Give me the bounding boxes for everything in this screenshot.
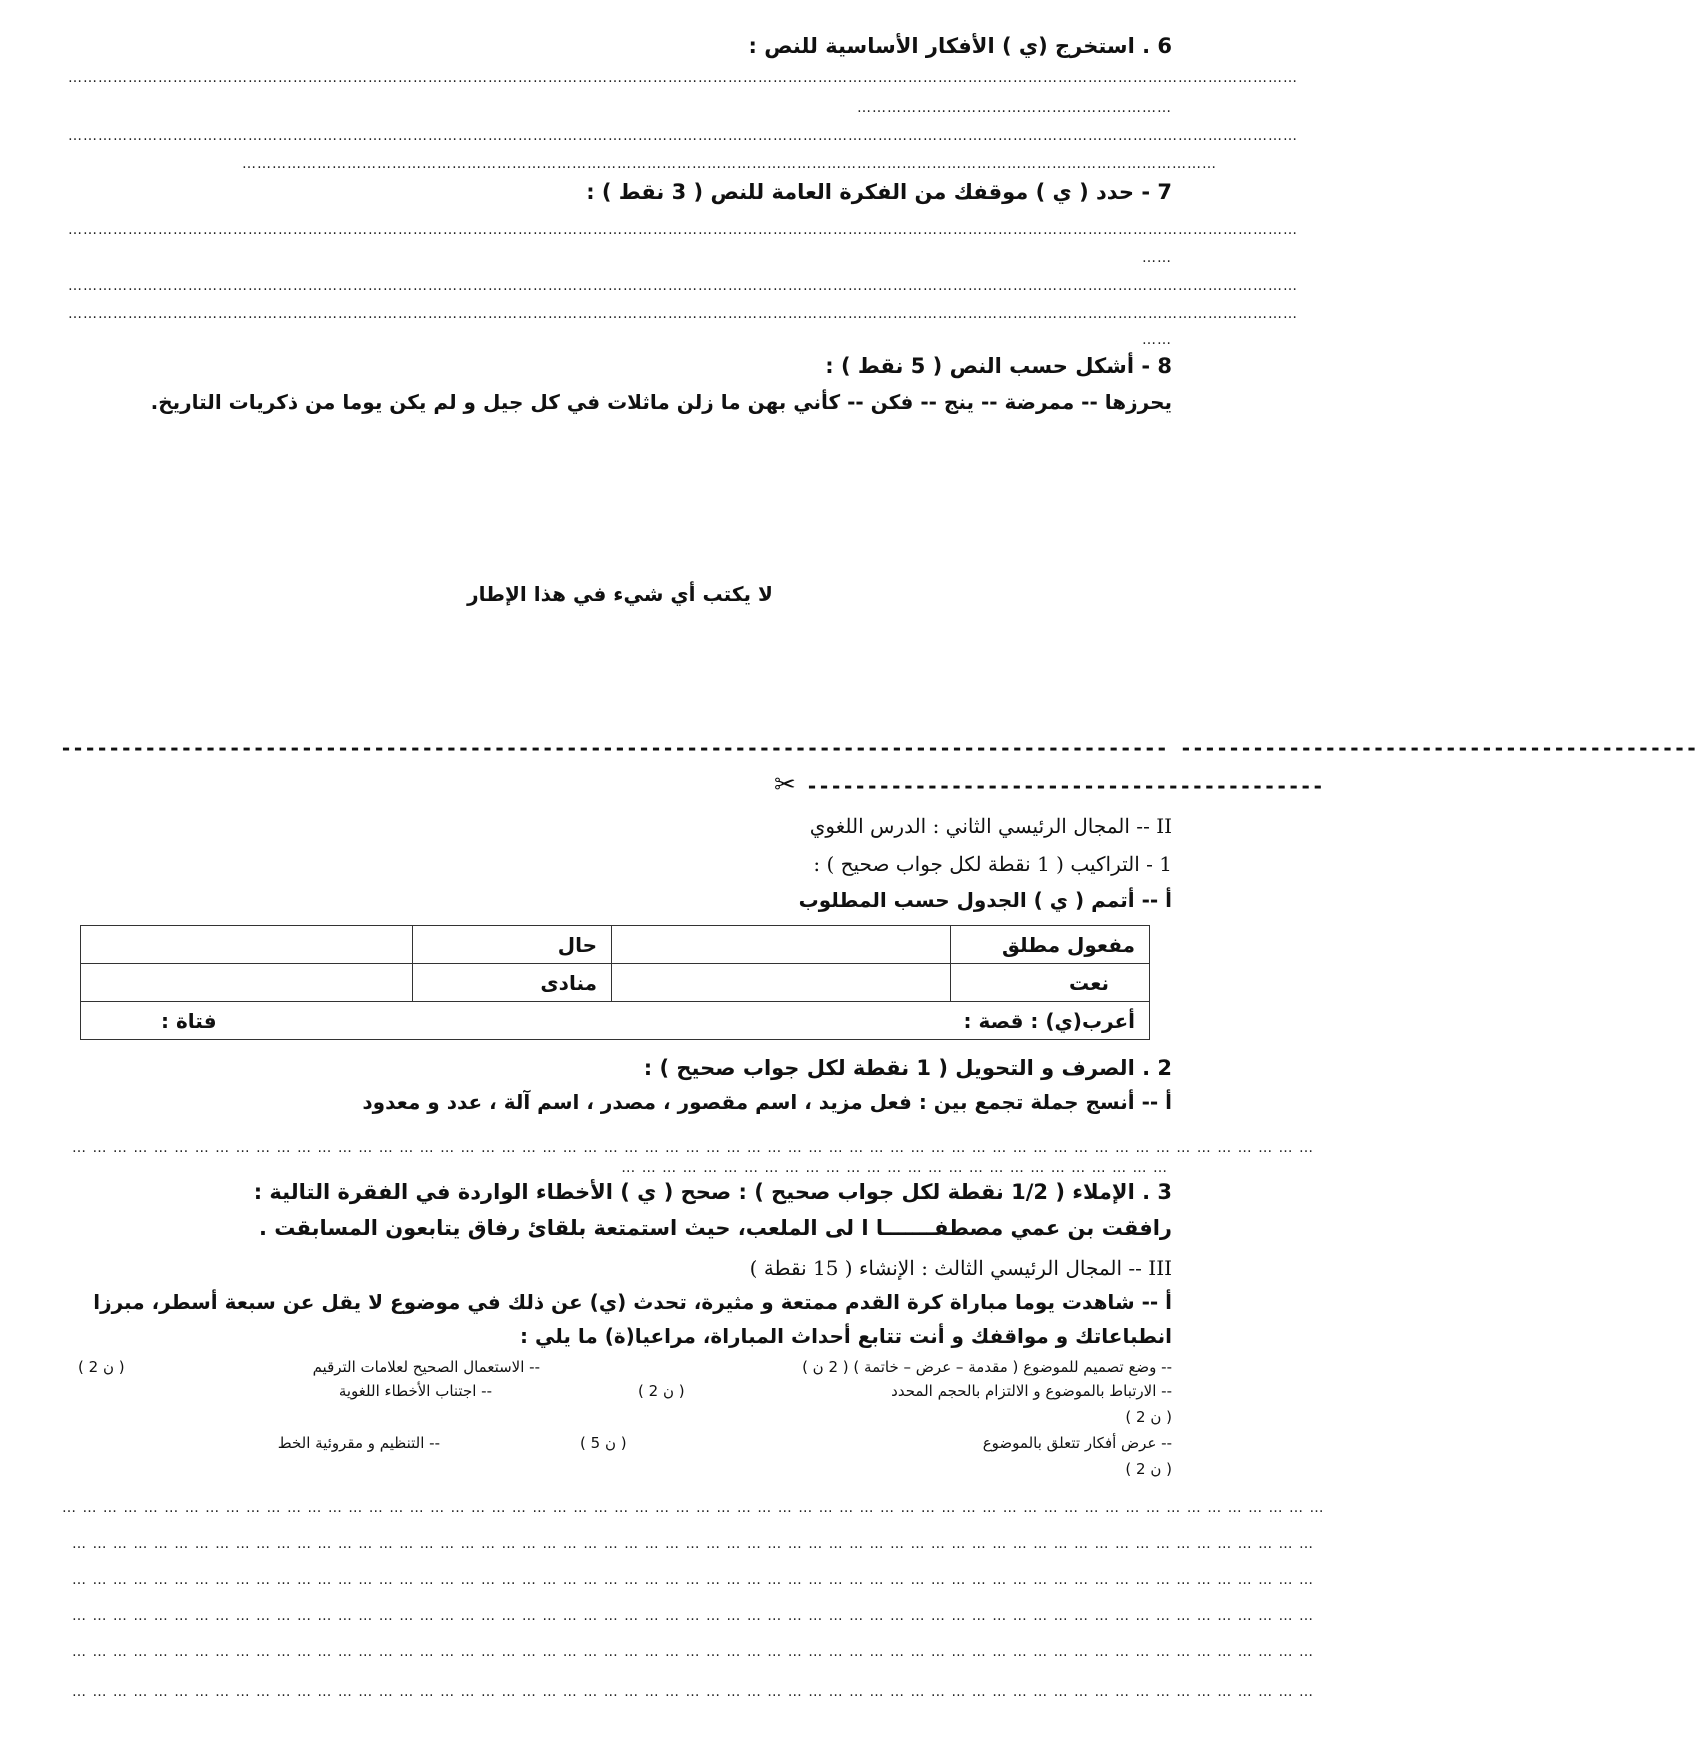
criterion-errors: -- اجتناب الأخطاء اللغوية <box>338 1382 492 1400</box>
section2-sub2a: أ -- أنسج جملة تجمع بين : فعل مزيد ، اسم مقصور ، مصدر ، اسم آلة ، عدد و معدود <box>362 1090 1172 1114</box>
section2-sub1: 1 - التراكيب ( 1 نقطة لكل جواب صحيح ) : <box>813 852 1172 876</box>
criterion-handwriting: -- التنظيم و مقروئية الخط <box>277 1434 440 1452</box>
section3-line2: انطباعاتك و مواقفك و أنت تتابع أحداث المباراة، مراعيا(ة) ما يلي : <box>520 1324 1172 1348</box>
q8-title: 8 - أشكل حسب النص ( 5 نقط ) : <box>825 354 1172 378</box>
section3-line1: أ -- شاهدت يوما مباراة كرة القدم ممتعة و مثيرة، تحدث (ي) عن ذلك في موضوع لا يقل عن سبعة أسطر، مبرزا <box>93 1290 1172 1314</box>
answer-line[interactable]: … … … … … … … … … … … … … … … … … … … … … … … … … … … … … … … … … … … … … … … … … … … … … … … … … … … … … … … … … … … … … <box>72 1140 1315 1156</box>
completion-table <box>80 925 1150 1040</box>
criterion-ideas: -- عرض أفكار تتعلق بالموضوع <box>982 1434 1172 1452</box>
answer-line[interactable]: … … … … … … … … … … … … … … … … … … … … … … … … … … … … … … … … … … … … … … … … … … … … … … … … … … … … … … … … … … … … … <box>72 1572 1315 1588</box>
section3-title: III -- المجال الرئيسي الثالث : الإنشاء ( 15 نقطة ) <box>749 1256 1172 1280</box>
criterion-punctuation-points: ( 2 ن ) <box>78 1358 125 1376</box>
criterion-points: ( 2 ن ) <box>1125 1408 1172 1426</box>
criterion-design: -- وضع تصميم للموضوع ( مقدمة – عرض – خاتمة ) ( 2 ن ) <box>802 1358 1172 1376</box>
answer-line[interactable]: …… <box>1142 332 1172 348</box>
answer-line[interactable]: …………………………………………………………………………………………………………………………………………………………………………… <box>242 156 1217 172</box>
answer-line[interactable]: …… <box>1142 250 1172 266</box>
answer-line[interactable]: ……………………………………………………… <box>857 100 1172 116</box>
parse-row[interactable] <box>81 1002 1150 1040</box>
answer-line[interactable]: ………………………………………………………………………………………………………………………………………………………………………………………………………………………… <box>68 306 1298 322</box>
answer-line[interactable]: ………………………………………………………………………………………………………………………………………………………………………………………………………………………… <box>68 70 1298 86</box>
criterion-ideas-points: ( 5 ن ) <box>580 1434 627 1452</box>
table-answer-cell[interactable] <box>81 926 413 964</box>
answer-line[interactable]: … … … … … … … … … … … … … … … … … … … … … … … … … … … … … … … … … … … … … … … … … … … … … … … … … … … … … … … … … … … … … <box>72 1536 1315 1552</box>
cut-line-divider: -------------------------------------------------------------------------------------------- ------------------------------------------- <box>60 736 1698 760</box>
answer-line[interactable]: … … … … … … … … … … … … … … … … … … … … … … … … … … … … … … … … … … … … … … … … … … … … … … … … … … … … … … … … … … … … … <box>72 1608 1315 1624</box>
criterion-relevance-points: ( 2 ن ) <box>638 1382 685 1400</box>
q7-title: 7 - حدد ( ي ) موقفك من الفكرة العامة للنص ( 3 نقط ) : <box>586 180 1172 204</box>
table-answer-cell[interactable] <box>81 964 413 1002</box>
table-answer-cell[interactable] <box>612 926 951 964</box>
criterion-points: ( 2 ن ) <box>1125 1460 1172 1478</box>
table-answer-cell[interactable] <box>612 964 951 1002</box>
section2-title: II -- المجال الرئيسي الثاني : الدرس اللغوي <box>809 814 1172 838</box>
scissors-icon: ✂ <box>774 770 796 800</box>
answer-line[interactable]: … … … … … … … … … … … … … … … … … … … … … … … … … … … … … … … … … … … … … … … … … … … … … … … … … … … … … … … … … … … … … <box>72 1644 1315 1660</box>
answer-line[interactable]: ………………………………………………………………………………………………………………………………………………………………………………………………………………………… <box>68 278 1298 294</box>
q6-title: 6 . استخرج (ي ) الأفكار الأساسية للنص : <box>748 34 1172 58</box>
section2-sub3: 3 . الإملاء ( 1/2 نقطة لكل جواب صحيح ) : صحح ( ي ) الأخطاء الواردة في الفقرة التالية : <box>253 1180 1172 1204</box>
section2-sub2: 2 . الصرف و التحويل ( 1 نقطة لكل جواب صحيح ) : <box>643 1056 1172 1080</box>
section2-sub3-text: رافقت بن عمي مصطفـــــــا ا لى الملعب، حيث استمتعة بلقائ رفاق يتابعون المسابقت . <box>259 1216 1172 1240</box>
table-cell-label: منادى <box>413 964 612 1002</box>
criterion-relevance: -- الارتباط بالموضوع و الالتزام بالحجم المحدد <box>891 1382 1172 1400</box>
answer-line[interactable]: … … … … … … … … … … … … … … … … … … … … … … … … … … … … … … … … … … … … … … … … … … … … … … … … … … … … … … … … … … … … … … <box>62 1500 1325 1516</box>
table-cell-label: حال <box>413 926 612 964</box>
parse-label-qissa: أعرب(ي) : قصة : <box>963 1008 1135 1033</box>
parse-label-fatat: فتاة : <box>161 1009 217 1033</box>
answer-line[interactable]: … … … … … … … … … … … … … … … … … … … … … … … … … … … … … … … … … … … … … … … … … … … … … … … … … … … … … … … … … … … … … <box>72 1684 1315 1700</box>
criterion-punctuation: -- الاستعمال الصحيح لعلامات الترقيم <box>312 1358 540 1376</box>
answer-line[interactable]: … … … … … … … … … … … … … … … … … … … … … … … … … … … <box>621 1160 1168 1176</box>
table-cell-label: نعت <box>951 964 1150 1002</box>
section2-sub1a: أ -- أتمم ( ي ) الجدول حسب المطلوب <box>798 888 1172 912</box>
q8-text: يحرزها -- ممرضة -- ينج -- فكن -- كأني بهن ما زلن ماثلات في كل جيل و لم يكن يوما من ذكريات التاريخ. <box>150 390 1172 414</box>
answer-line[interactable]: ………………………………………………………………………………………………………………………………………………………………………………………………………………………… <box>68 128 1298 144</box>
table-cell-label: مفعول مطلق <box>951 926 1150 964</box>
no-write-notice: لا يكتب أي شيء في هذا الإطار <box>467 582 773 606</box>
answer-line[interactable]: ………………………………………………………………………………………………………………………………………………………………………………………………………………………… <box>68 222 1298 238</box>
cut-line-divider: ------------------------------------------- <box>806 774 1324 798</box>
